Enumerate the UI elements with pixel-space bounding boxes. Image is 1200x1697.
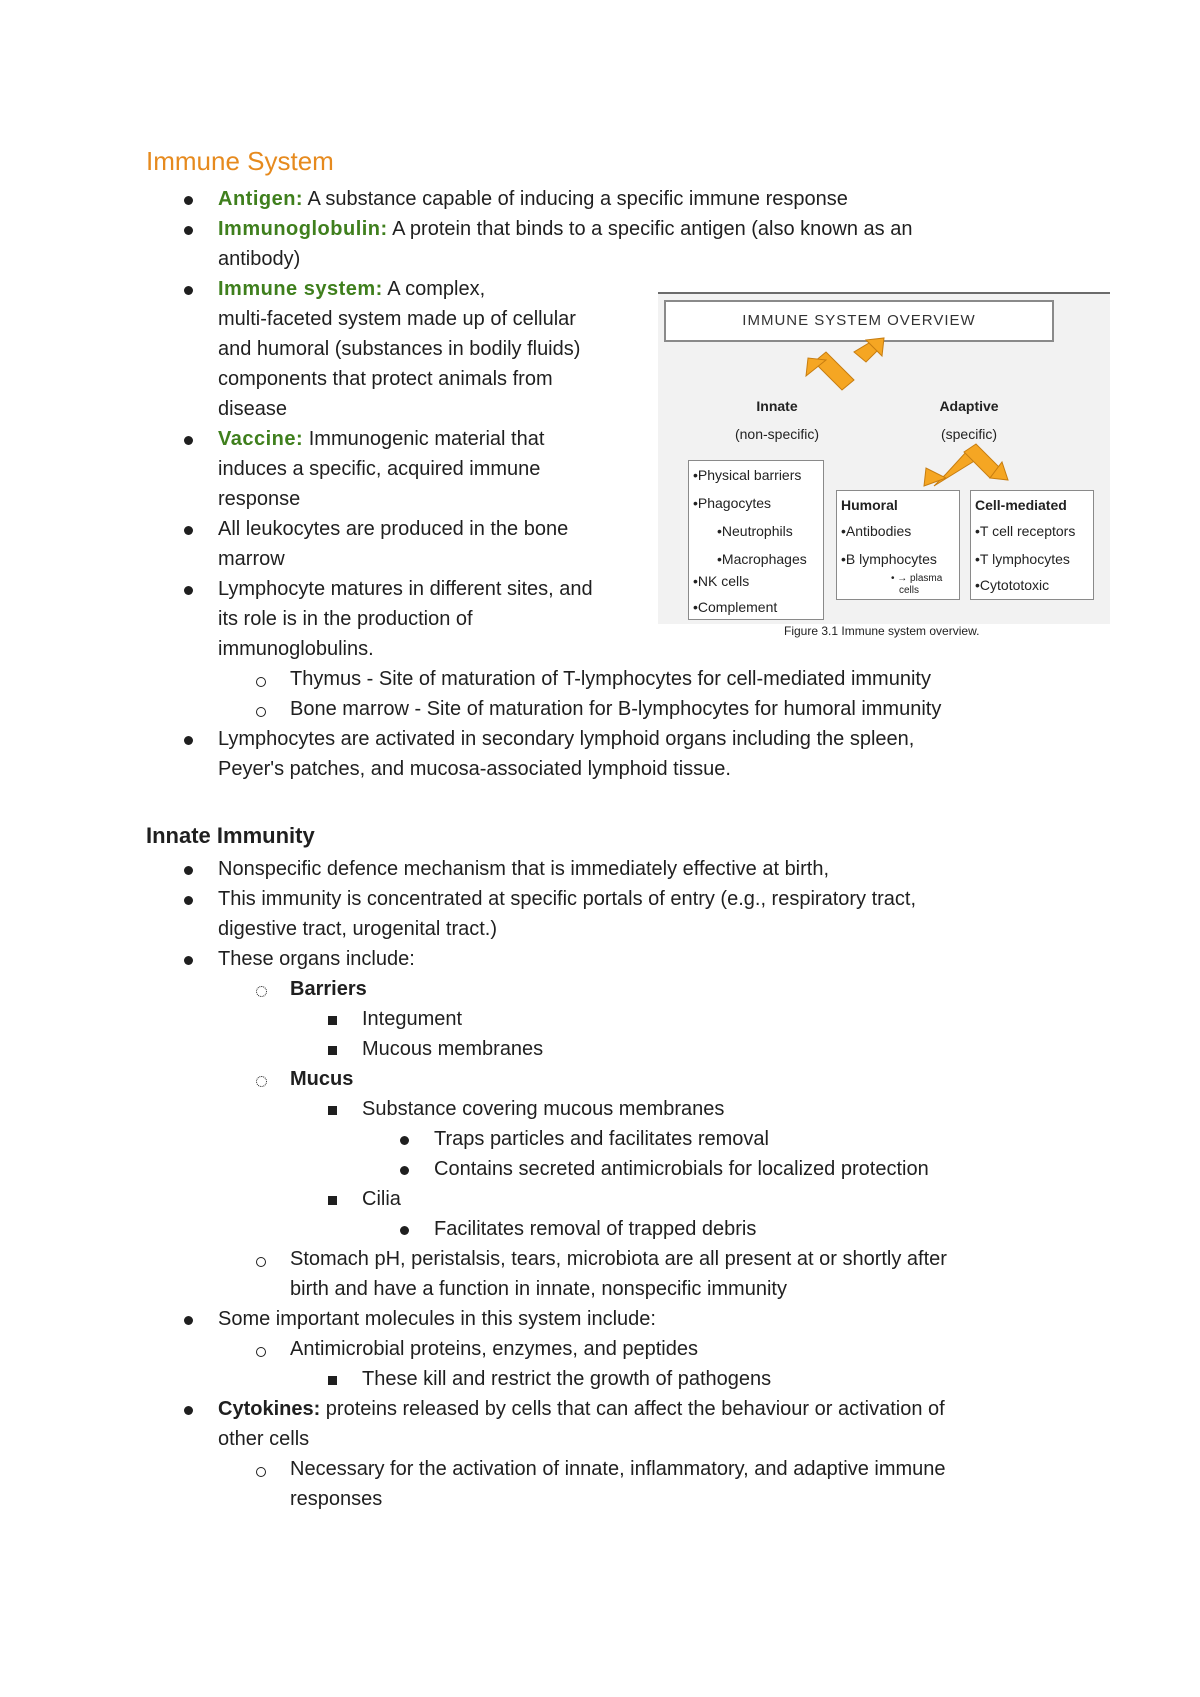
- bullet-dotted-icon: [256, 1076, 267, 1087]
- bullet-square-icon: [328, 1106, 337, 1115]
- definition-line: components that protect animals from: [218, 368, 553, 390]
- innate-item: •Neutrophils: [717, 523, 793, 539]
- humoral-box: [836, 490, 960, 600]
- bullet-organs: These organs include:: [218, 948, 415, 970]
- bullet-activation: Lymphocytes are activated in secondary lymphoid organs including the spleen,: [218, 728, 915, 750]
- definition-line: disease: [218, 398, 287, 420]
- innate-item: •Complement: [693, 599, 778, 615]
- bullet-nonspecific: Nonspecific defence mechanism that is immediately effective at birth,: [218, 858, 830, 880]
- term-immune-system: Immune system:: [218, 278, 383, 300]
- bullet-disc-icon: [400, 1226, 409, 1235]
- item-traps: Traps particles and facilitates removal: [434, 1128, 769, 1150]
- cell-mediated-box: [970, 490, 1094, 600]
- bullet-disc-icon: [400, 1136, 409, 1145]
- sub-bullet-stomach: Stomach pH, peristalsis, tears, microbiota are all present at or shortly after: [290, 1248, 947, 1270]
- bullet-disc-icon: [184, 866, 193, 875]
- item-substance: Substance covering mucous membranes: [362, 1098, 725, 1120]
- humoral-note: cells: [899, 585, 920, 596]
- section-heading-innate-immunity: Innate Immunity: [146, 823, 315, 848]
- bullet-disc-icon: [184, 286, 193, 295]
- bullet-leukocytes: All leukocytes are produced in the bone: [218, 518, 569, 540]
- innate-item: •NK cells: [693, 573, 750, 589]
- bullet-lymphocyte: Lymphocyte matures in different sites, and: [218, 578, 593, 600]
- bullet-square-icon: [328, 1046, 337, 1055]
- bullet-circle-icon: [256, 677, 266, 687]
- innate-box: [688, 460, 824, 620]
- item-kill: These kill and restrict the growth of pathogens: [362, 1368, 772, 1390]
- term-immunoglobulin: Immunoglobulin:: [218, 218, 388, 240]
- bullet-circle-icon: [256, 1257, 266, 1267]
- bullet-disc-icon: [184, 736, 193, 745]
- item-mucous-membranes: Mucous membranes: [362, 1038, 544, 1060]
- bullet-cytokines-cont: other cells: [218, 1428, 310, 1450]
- sub-bullet-bone-marrow: Bone marrow - Site of maturation for B-lymphocytes for humoral immunity: [290, 698, 942, 720]
- bullet-disc-icon: [184, 896, 193, 905]
- definition-line: and humoral (substances in bodily fluids): [218, 338, 581, 360]
- sub-bullet-necessary: Necessary for the activation of innate, inflammatory, and adaptive immune: [290, 1458, 946, 1480]
- adaptive-sub-label: (specific): [940, 426, 997, 442]
- innate-item: •Macrophages: [717, 551, 807, 567]
- definition-line: multi-faceted system made up of cellular: [218, 308, 576, 330]
- bullet-portals: This immunity is concentrated at specific portals of entry (e.g., respiratory tract,: [218, 888, 917, 910]
- page-title: Immune System: [146, 146, 334, 176]
- innate-item: •Physical barriers: [693, 467, 802, 483]
- humoral-item: •B lymphocytes: [841, 551, 937, 567]
- humoral-item: •Antibodies: [841, 523, 912, 539]
- cell-mediated-item: •Cytototoxic: [975, 577, 1050, 593]
- sub-bullet-antimicrobial: Antimicrobial proteins, enzymes, and peptides: [290, 1338, 698, 1360]
- sub-bullet-stomach-cont: birth and have a function in innate, nonspecific immunity: [290, 1278, 787, 1300]
- bullet-disc-icon: [184, 1316, 193, 1325]
- bullet-disc-icon: [184, 436, 193, 445]
- bullet-disc-icon: [184, 196, 193, 205]
- bullet-portals-cont: digestive tract, urogenital tract.): [218, 918, 498, 940]
- item-cilia: Cilia: [362, 1188, 401, 1210]
- term-vaccine: Vaccine:: [218, 428, 304, 450]
- humoral-note: • → plasma: [891, 573, 943, 584]
- term-antigen: Antigen:: [218, 188, 304, 210]
- adaptive-label: Adaptive: [939, 398, 999, 414]
- split-arrow-icon: [806, 338, 884, 390]
- cell-mediated-title: Cell-mediated: [975, 497, 1067, 513]
- innate-item: •Phagocytes: [693, 495, 772, 511]
- bullet-cytokines: [218, 1394, 945, 1424]
- bullet-immunoglobulin: [218, 214, 912, 244]
- item-facilitates: Facilitates removal of trapped debris: [434, 1218, 757, 1240]
- bullet-immune-system: [218, 274, 485, 304]
- definition-vaccine: Immunogenic material that: [303, 428, 545, 450]
- cell-mediated-item: •T lymphocytes: [975, 551, 1070, 567]
- sub-bullet-mucus: Mucus: [290, 1068, 354, 1090]
- bullet-disc-icon: [184, 1406, 193, 1415]
- innate-label: Innate: [756, 398, 798, 414]
- definition-immunoglobulin: A protein that binds to a specific antigen (also known as an: [387, 218, 913, 240]
- figure-header: IMMUNE SYSTEM OVERVIEW: [664, 300, 1054, 342]
- bullet-molecules: Some important molecules in this system include:: [218, 1308, 656, 1330]
- bullet-square-icon: [328, 1376, 337, 1385]
- term-cytokines: Cytokines:: [218, 1398, 321, 1420]
- immune-system-overview-figure: [658, 292, 1110, 624]
- definition-antigen: A substance capable of inducing a specific immune response: [303, 188, 848, 210]
- innate-sub-label: (non-specific): [734, 426, 820, 442]
- definition-immune-system: A complex,: [382, 278, 486, 300]
- item-integument: Integument: [362, 1008, 463, 1030]
- definition-line: immunoglobulins.: [218, 638, 374, 660]
- bullet-circle-icon: [256, 1467, 266, 1477]
- bullet-vaccine: [218, 424, 544, 454]
- definition-line: its role is in the production of: [218, 608, 473, 630]
- bullet-disc-icon: [184, 526, 193, 535]
- sub-bullet-thymus: Thymus - Site of maturation of T-lymphocytes for cell-mediated immunity: [290, 668, 931, 690]
- bullet-circle-icon: [256, 707, 266, 717]
- bullet-disc-icon: [184, 586, 193, 595]
- definition-line: marrow: [218, 548, 285, 570]
- split-arrow-icon: [924, 444, 1008, 486]
- bullet-square-icon: [328, 1016, 337, 1025]
- bullet-square-icon: [328, 1196, 337, 1205]
- humoral-title: Humoral: [841, 497, 898, 513]
- sub-bullet-barriers: Barriers: [290, 978, 367, 1000]
- definition-cytokines: proteins released by cells that can affect the behaviour or activation of: [320, 1398, 945, 1420]
- item-contains: Contains secreted antimicrobials for localized protection: [434, 1158, 929, 1180]
- sub-bullet-necessary-cont: responses: [290, 1488, 383, 1510]
- bullet-disc-icon: [400, 1166, 409, 1175]
- cell-mediated-item: •T cell receptors: [975, 523, 1076, 539]
- definition-immunoglobulin-cont: antibody): [218, 248, 301, 270]
- bullet-antigen: [218, 184, 848, 214]
- figure-caption: Figure 3.1 Immune system overview.: [784, 624, 980, 638]
- bullet-activation-cont: Peyer's patches, and mucosa-associated lymphoid tissue.: [218, 758, 731, 780]
- definition-line: response: [218, 488, 301, 510]
- bullet-circle-icon: [256, 1347, 266, 1357]
- definition-line: induces a specific, acquired immune: [218, 458, 541, 480]
- bullet-disc-icon: [184, 226, 193, 235]
- bullet-disc-icon: [184, 956, 193, 965]
- bullet-dotted-icon: [256, 986, 267, 997]
